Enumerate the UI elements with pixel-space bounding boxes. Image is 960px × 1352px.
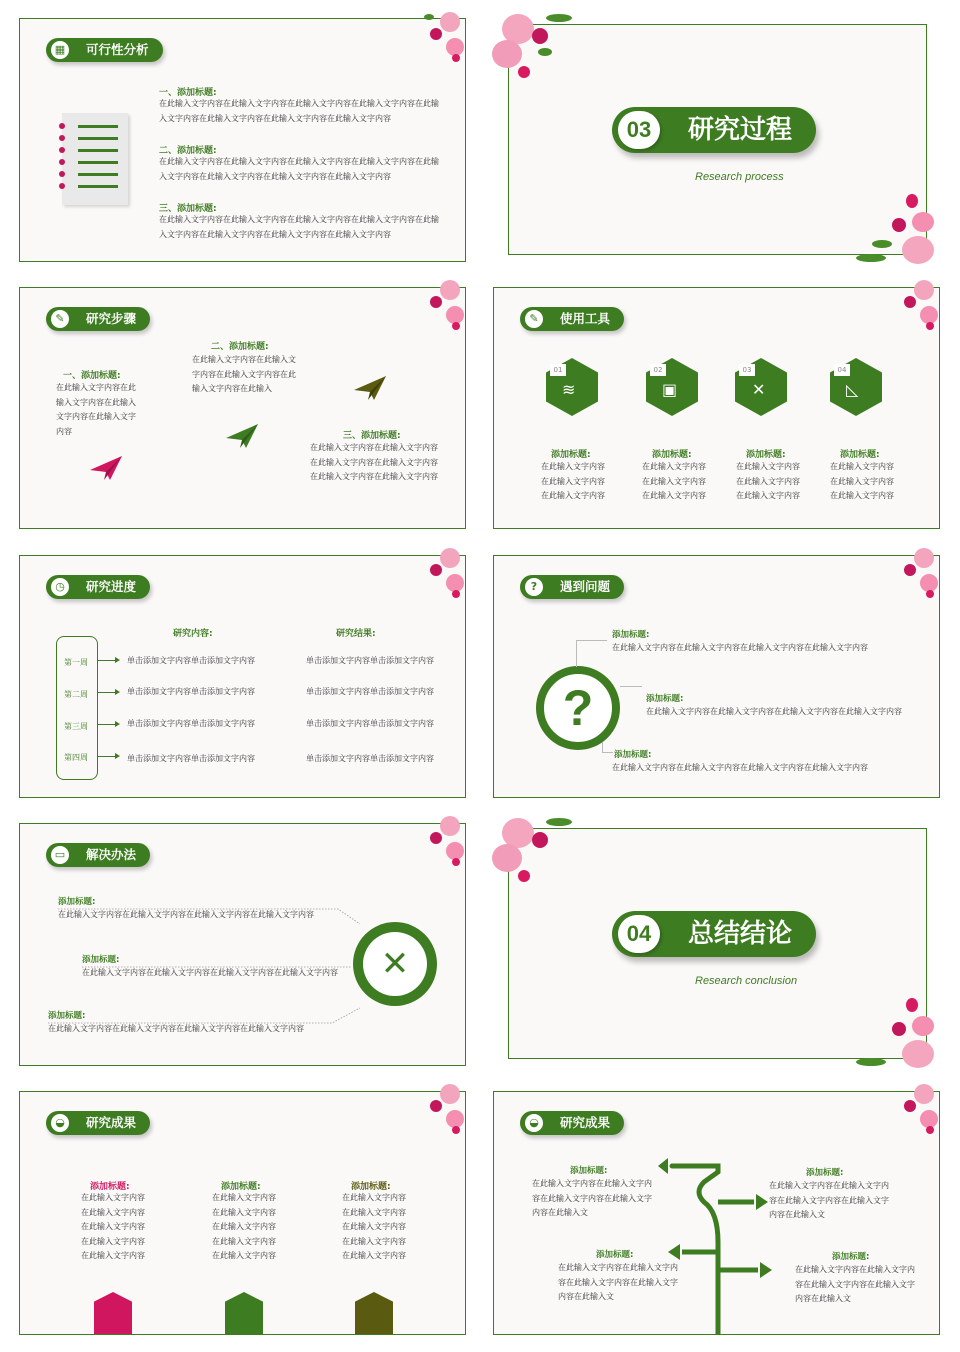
result-text: 在此输入文字内容在此输入文字内容在此输入文字内容在此输入文字内容在此输入文字内容	[81, 1193, 145, 1260]
week-label: 第一周	[64, 658, 88, 667]
solution-text: 在此输入文字内容在此输入文字内容在此输入文字内容在此输入文字内容	[82, 968, 338, 977]
result-heading: 添加标题:	[351, 1182, 391, 1192]
tool-text: 在此输入文字内容在此输入文字内容在此输入文字内容	[736, 462, 800, 500]
section-number: 04	[618, 915, 660, 953]
flower-decoration	[488, 814, 584, 896]
bag-icon: ◒	[525, 1114, 543, 1132]
tool-text: 在此输入文字内容在此输入文字内容在此输入文字内容	[642, 462, 706, 500]
flower-decoration	[852, 996, 948, 1074]
slide-tools	[493, 287, 940, 529]
connector-line	[602, 742, 613, 753]
section-pill	[46, 575, 150, 599]
section-pill	[46, 38, 163, 62]
step-text: 在此输入文字内容在此输入文字内容在此输入文字内容在此输入文字内容	[56, 383, 136, 436]
section-pill	[46, 307, 150, 331]
section-title: 使用工具	[560, 311, 611, 326]
tool-number: 03	[739, 364, 755, 376]
section-title: 研究进度	[86, 579, 137, 594]
step-heading: 三、添加标题:	[343, 431, 401, 441]
result-heading: 添加标题:	[806, 1168, 844, 1178]
edit-icon: ✎	[525, 310, 543, 328]
step-heading: 二、添加标题:	[211, 342, 269, 352]
flower-decoration	[896, 1082, 948, 1138]
step-text: 在此输入文字内容在此输入文字内容在此输入文字内容在此输入文字内容在此输入文字内容在此输入文字内容	[310, 443, 438, 481]
result-marker	[94, 1292, 132, 1335]
result-text: 在此输入文字内容在此输入文字内容在此输入文字内容在此输入文字内容在此输入文	[795, 1265, 915, 1303]
slide-feasibility	[19, 18, 466, 262]
problem-text: 在此输入文字内容在此输入文字内容在此输入文字内容在此输入文字内容	[646, 707, 902, 716]
connector-line	[620, 686, 642, 687]
bag-icon: ◒	[51, 1114, 69, 1132]
section-pill	[46, 1111, 150, 1135]
solution-heading: 添加标题:	[48, 1011, 86, 1021]
item-heading: 一、添加标题:	[159, 88, 217, 98]
slide-research-steps	[19, 287, 466, 529]
solution-heading: 添加标题:	[58, 897, 96, 907]
question-circle	[536, 666, 620, 750]
row-result: 单击添加文字内容单击添加文字内容	[306, 656, 434, 665]
section-subtitle: Research process	[695, 171, 784, 183]
question-icon: ?	[525, 578, 543, 596]
calendar-icon: ▦	[51, 41, 69, 59]
flower-decoration	[422, 10, 474, 66]
row-result: 单击添加文字内容单击添加文字内容	[306, 754, 434, 763]
result-text: 在此输入文字内容在此输入文字内容在此输入文字内容在此输入文字内容在此输入文	[532, 1179, 652, 1217]
section-pill	[520, 575, 624, 599]
flower-decoration	[896, 278, 948, 334]
section-number: 03	[618, 111, 660, 149]
section-title: 研究过程	[688, 115, 793, 145]
step-heading: 一、添加标题:	[63, 371, 121, 381]
row-arrow	[98, 660, 116, 661]
problem-heading: 添加标题:	[614, 750, 652, 760]
row-content: 单击添加文字内容单击添加文字内容	[127, 719, 255, 728]
step-text: 在此输入文字内容在此输入文字内容在此输入文字内容在此输入文字内容在此输入	[192, 355, 296, 393]
item-text: 在此输入文字内容在此输入文字内容在此输入文字内容在此输入文字内容在此输入文字内容在此输入文字内容在此输入文字内容在此输入文字内容	[159, 215, 439, 239]
result-text: 在此输入文字内容在此输入文字内容在此输入文字内容在此输入文字内容在此输入文	[558, 1263, 678, 1301]
list-illustration	[62, 113, 128, 205]
section-title-banner	[612, 911, 816, 957]
paper-plane-icon	[226, 422, 260, 450]
item-text: 在此输入文字内容在此输入文字内容在此输入文字内容在此输入文字内容在此输入文字内容在此输入文字内容在此输入文字内容在此输入文字内容	[159, 157, 439, 181]
column-header: 研究内容:	[173, 629, 213, 639]
result-heading: 添加标题:	[221, 1182, 261, 1192]
flower-decoration	[422, 278, 474, 334]
result-marker	[355, 1292, 393, 1335]
problem-heading: 添加标题:	[646, 694, 684, 704]
result-heading: 添加标题:	[596, 1250, 634, 1260]
section-title: 研究成果	[560, 1115, 611, 1130]
flower-decoration	[422, 1082, 474, 1138]
question-mark: ?	[562, 680, 594, 736]
section-title: 可行性分析	[86, 42, 149, 57]
section-title: 研究成果	[86, 1115, 137, 1130]
section-title: 研究步骤	[86, 311, 137, 326]
section-pill	[520, 307, 624, 331]
result-heading: 添加标题:	[90, 1182, 130, 1192]
tool-heading: 添加标题:	[746, 450, 786, 460]
section-title-banner	[612, 107, 816, 153]
paper-plane-icon	[354, 374, 388, 402]
result-text: 在此输入文字内容在此输入文字内容在此输入文字内容在此输入文字内容在此输入文字内容	[212, 1193, 276, 1260]
row-result: 单击添加文字内容单击添加文字内容	[306, 719, 434, 728]
slide-progress	[19, 555, 466, 798]
slide-solutions	[19, 823, 466, 1066]
tool-number: 04	[834, 364, 850, 376]
solution-text: 在此输入文字内容在此输入文字内容在此输入文字内容在此输入文字内容	[58, 910, 314, 919]
column-header: 研究结果:	[336, 629, 376, 639]
problem-text: 在此输入文字内容在此输入文字内容在此输入文字内容在此输入文字内容	[612, 763, 868, 772]
row-arrow	[98, 724, 116, 725]
week-label: 第三周	[64, 722, 88, 731]
result-text: 在此输入文字内容在此输入文字内容在此输入文字内容在此输入文字内容在此输入文字内容	[342, 1193, 406, 1260]
row-content: 单击添加文字内容单击添加文字内容	[127, 754, 255, 763]
connector-line	[576, 640, 607, 667]
slide-results-tree	[493, 1091, 940, 1335]
flower-decoration	[422, 814, 474, 870]
layers-icon: ≋	[562, 380, 576, 399]
flower-decoration	[422, 546, 474, 602]
problem-heading: 添加标题:	[612, 630, 650, 640]
problem-text: 在此输入文字内容在此输入文字内容在此输入文字内容在此输入文字内容	[612, 643, 868, 652]
week-label: 第二周	[64, 690, 88, 699]
result-heading: 添加标题:	[570, 1166, 608, 1176]
week-label: 第四周	[64, 753, 88, 762]
clock-icon: ◷	[51, 578, 69, 596]
tools-circle	[353, 922, 437, 1006]
tool-number: 01	[550, 364, 566, 376]
ruler-icon: ◺	[846, 380, 859, 399]
section-title: 遇到问题	[560, 579, 611, 594]
row-result: 单击添加文字内容单击添加文字内容	[306, 687, 434, 696]
result-marker	[225, 1292, 263, 1335]
row-content: 单击添加文字内容单击添加文字内容	[127, 687, 255, 696]
item-text: 在此输入文字内容在此输入文字内容在此输入文字内容在此输入文字内容在此输入文字内容在此输入文字内容在此输入文字内容在此输入文字内容	[159, 99, 439, 123]
tool-heading: 添加标题:	[551, 450, 591, 460]
paper-plane-icon	[90, 454, 124, 482]
tool-text: 在此输入文字内容在此输入文字内容在此输入文字内容	[830, 462, 894, 500]
slide-problems	[493, 555, 940, 798]
wrench-screwdriver-icon: ✕	[380, 944, 410, 984]
slide-results-columns	[19, 1091, 466, 1335]
tool-heading: 添加标题:	[652, 450, 692, 460]
section-title: 总结结论	[688, 919, 793, 949]
screen-icon: ▭	[51, 846, 69, 864]
item-heading: 三、添加标题:	[159, 204, 217, 214]
result-heading: 添加标题:	[832, 1252, 870, 1262]
flower-decoration	[852, 192, 948, 270]
tool-number: 02	[650, 364, 666, 376]
row-arrow	[98, 756, 116, 757]
tool-text: 在此输入文字内容在此输入文字内容在此输入文字内容	[541, 462, 605, 500]
flower-decoration	[488, 10, 584, 92]
result-text: 在此输入文字内容在此输入文字内容在此输入文字内容在此输入文字内容在此输入文	[769, 1181, 889, 1219]
row-content: 单击添加文字内容单击添加文字内容	[127, 656, 255, 665]
edit-icon: ✎	[51, 310, 69, 328]
solution-heading: 添加标题:	[82, 955, 120, 965]
tool-heading: 添加标题:	[840, 450, 880, 460]
presentation-icon: ▣	[662, 380, 678, 399]
section-subtitle: Research conclusion	[695, 975, 798, 987]
row-arrow	[98, 692, 116, 693]
item-heading: 二、添加标题:	[159, 146, 217, 156]
flower-decoration	[896, 546, 948, 602]
section-title: 解决办法	[86, 847, 137, 862]
solution-text: 在此输入文字内容在此输入文字内容在此输入文字内容在此输入文字内容	[48, 1024, 304, 1033]
tools-icon: ✕	[752, 380, 766, 399]
